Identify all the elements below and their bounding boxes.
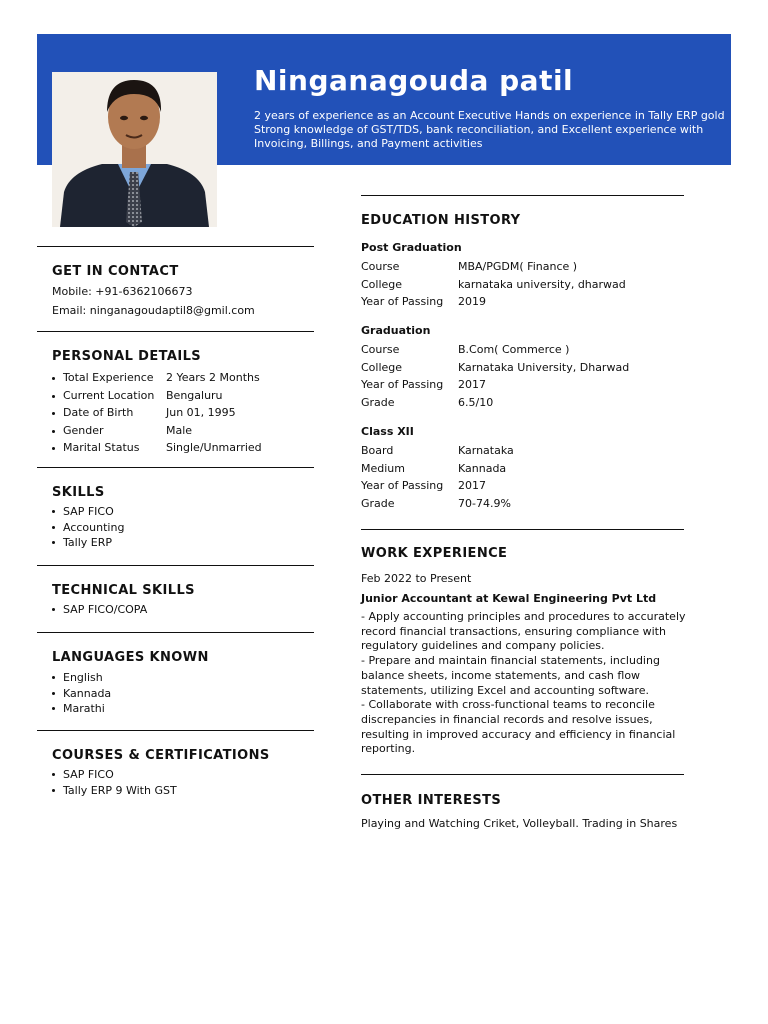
personal-detail-row xyxy=(52,405,314,423)
skill-item: Tally ERP xyxy=(52,536,124,552)
contact-email: Email: ninganagoudaptil8@gmil.com xyxy=(52,304,255,317)
contact-mobile: Mobile: +91-6362106673 xyxy=(52,285,193,298)
graduation-details xyxy=(361,342,691,412)
skill-item: SAP FICO xyxy=(52,505,124,521)
language-item: Marathi xyxy=(52,702,111,718)
language-item: Kannada xyxy=(52,687,111,703)
courses-title: COURSES & CERTIFICATIONS xyxy=(52,748,270,763)
edu-value: MBA/PGDM( Finance ) xyxy=(458,260,578,273)
work-point: - Prepare and maintain financial statements, including balance sheets, income statements, and cash flow statements, utilizing Excel and accounting software. xyxy=(361,654,660,697)
edu-label: College xyxy=(361,360,403,374)
personal-detail-row xyxy=(52,388,314,406)
edu-label: Board xyxy=(361,444,394,457)
personal-detail-row xyxy=(52,370,314,388)
detail-label: Current Location xyxy=(52,389,154,402)
education-row xyxy=(361,461,691,479)
candidate-name: Ninganagouda patil xyxy=(254,64,574,97)
edu-value: Karnataka University, Dharwad xyxy=(458,360,630,374)
course-item: Tally ERP 9 With GST xyxy=(52,784,177,800)
edu-value: Kannada xyxy=(458,461,507,475)
person-portrait-icon xyxy=(52,72,217,227)
detail-value: Jun 01, 1995 xyxy=(166,406,236,419)
courses-list xyxy=(52,768,177,799)
other-interests-text: Playing and Watching Criket, Volleyball. Trading in Shares xyxy=(361,817,678,830)
detail-value: Single/Unmarried xyxy=(166,441,262,454)
section-divider xyxy=(361,195,684,196)
edu-value: B.Com( Commerce ) xyxy=(458,343,570,356)
education-heading-class-xii: Class XII xyxy=(361,425,414,438)
edu-value: 2017 xyxy=(458,378,486,391)
section-divider xyxy=(37,246,314,247)
work-experience-title: WORK EXPERIENCE xyxy=(361,546,508,561)
detail-value: Male xyxy=(166,423,193,437)
section-divider xyxy=(37,331,314,332)
contact-title: GET IN CONTACT xyxy=(52,264,179,279)
education-row xyxy=(361,443,691,461)
education-title: EDUCATION HISTORY xyxy=(361,213,521,228)
languages-list xyxy=(52,671,111,718)
section-divider xyxy=(37,565,314,566)
detail-value: Bengaluru xyxy=(166,388,223,402)
profile-summary: 2 years of experience as an Account Executive Hands on experience in Tally ERP gold Strong knowledge of GST/TDS, bank reconciliation, and Excellent experience with Invoicing, Billings, and Payment activities xyxy=(254,109,725,150)
detail-label: Date of Birth xyxy=(52,406,133,419)
skills-title: SKILLS xyxy=(52,485,105,500)
skill-item: Accounting xyxy=(52,521,124,537)
language-item: English xyxy=(52,671,111,687)
education-row xyxy=(361,496,691,514)
education-row xyxy=(361,277,691,295)
other-interests-title: OTHER INTERESTS xyxy=(361,793,502,808)
education-row xyxy=(361,342,691,360)
personal-detail-row xyxy=(52,440,314,458)
education-row xyxy=(361,259,691,277)
detail-label: Gender xyxy=(52,424,104,437)
technical-skill-item: SAP FICO/COPA xyxy=(52,603,147,619)
education-row xyxy=(361,294,691,312)
personal-details-title: PERSONAL DETAILS xyxy=(52,349,202,364)
edu-label: Grade xyxy=(361,496,395,510)
work-period: Feb 2022 to Present xyxy=(361,572,472,585)
section-divider xyxy=(361,529,684,530)
section-divider xyxy=(37,632,314,633)
edu-label: Grade xyxy=(361,395,395,409)
education-row xyxy=(361,360,691,378)
technical-skills-list xyxy=(52,603,147,619)
work-role: Junior Accountant at Kewal Engineering Pvt Ltd xyxy=(361,592,657,605)
personal-detail-row xyxy=(52,423,314,441)
education-row xyxy=(361,377,691,395)
skills-list xyxy=(52,505,124,552)
edu-value: Karnataka xyxy=(458,444,514,457)
profile-photo xyxy=(52,72,217,227)
course-item: SAP FICO xyxy=(52,768,177,784)
post-graduation-details xyxy=(361,259,691,312)
edu-value: 70-74.9% xyxy=(458,496,511,510)
edu-label: Year of Passing xyxy=(361,479,444,492)
work-description xyxy=(361,610,691,757)
edu-value: karnataka university, dharwad xyxy=(458,277,626,291)
edu-label: Year of Passing xyxy=(361,378,444,391)
detail-label: Total Experience xyxy=(52,371,154,384)
edu-value: 2019 xyxy=(458,295,486,308)
detail-value: 2 Years 2 Months xyxy=(166,371,260,384)
section-divider xyxy=(361,774,684,775)
education-heading-graduation: Graduation xyxy=(361,324,431,337)
edu-label: Medium xyxy=(361,461,405,475)
detail-label: Marital Status xyxy=(52,441,139,454)
section-divider xyxy=(37,467,314,468)
edu-label: Course xyxy=(361,260,400,273)
edu-value: 2017 xyxy=(458,479,486,492)
education-heading-post-graduation: Post Graduation xyxy=(361,241,462,254)
class-xii-details xyxy=(361,443,691,513)
languages-title: LANGUAGES KNOWN xyxy=(52,650,209,665)
technical-skills-title: TECHNICAL SKILLS xyxy=(52,583,195,598)
edu-label: College xyxy=(361,277,403,291)
education-row xyxy=(361,395,691,413)
work-point: - Apply accounting principles and procedures to accurately record financial transactions, ensuring compliance with regulatory guidelines and company policies. xyxy=(361,610,686,653)
edu-label: Course xyxy=(361,343,400,356)
edu-label: Year of Passing xyxy=(361,295,444,308)
section-divider xyxy=(37,730,314,731)
education-row xyxy=(361,478,691,496)
work-point: - Collaborate with cross-functional teams to reconcile discrepancies in financial records and resolve issues, resulting in improved accuracy and efficiency in financial reporting. xyxy=(361,698,676,756)
personal-details-list xyxy=(52,370,314,458)
edu-value: 6.5/10 xyxy=(458,395,494,409)
